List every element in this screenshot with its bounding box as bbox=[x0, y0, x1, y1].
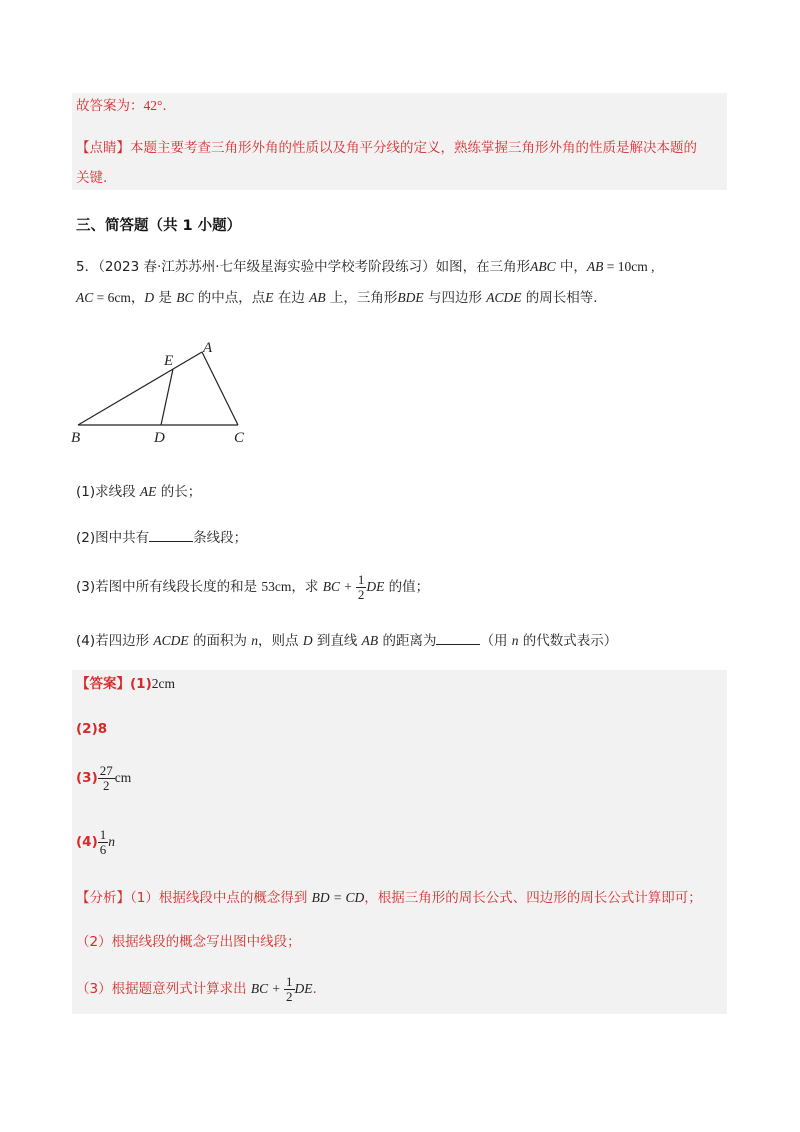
analysis-line-3: （3）根据题意列式计算求出 BC + $\frac{1}{2}$ DE. bbox=[76, 973, 317, 1004]
answer-blank[interactable] bbox=[149, 527, 193, 542]
comment-line-1: 【点睛】本题主要考查三角形外角的性质以及角平分线的定义，熟练掌握三角形外角的性质是解决本题的 bbox=[76, 140, 697, 156]
label-a: A bbox=[203, 340, 213, 356]
label-e: E bbox=[164, 353, 174, 369]
section-title: 三、简答题（共 1 小题） bbox=[76, 218, 242, 234]
answer-value: 42° bbox=[143, 98, 163, 113]
answer-box bbox=[72, 670, 727, 1014]
answer-4: (4) $\frac{1}{6}$ n bbox=[76, 826, 115, 857]
answer-1: 【答案】(1)2cm bbox=[76, 676, 175, 692]
triangle-figure bbox=[60, 330, 270, 450]
label-d: D bbox=[154, 430, 165, 446]
analysis-line-2: （2）根据线段的概念写出图中线段； bbox=[76, 934, 301, 950]
problem-line-2: AC = 6cm，D 是 BC 的中点，点E 在边 AB 上，三角形BDE 与四边形 ACDE 的周长相等. bbox=[76, 290, 598, 306]
answer-3: (3) $\frac{27}{2}$ cm bbox=[76, 762, 132, 793]
problem-line-1: 5．（2023 春·江苏苏州·七年级星海实验中学校考阶段练习）如图，在三角形ABC 中，AB = 10cm , bbox=[76, 259, 655, 275]
analysis-line-1: 【分析】（1）根据线段中点的概念得到 BD = CD，根据三角形的周长公式、四边形的周长公式计算即可； bbox=[76, 890, 702, 906]
question-3: (3)若图中所有线段长度的和是 53cm，求 BC + $\frac{1}{2}$ DE 的值； bbox=[76, 571, 430, 602]
answer-2: (2)8 bbox=[76, 721, 108, 737]
fraction-27-2: $\frac{27}{2}$ bbox=[99, 762, 113, 793]
question-4: (4)若四边形 ACDE 的面积为 n，则点 D 到直线 AB 的距离为 （用 n 的代数式表示） bbox=[76, 630, 617, 651]
segment-ba bbox=[78, 352, 202, 425]
fraction-half: $\frac{1}{2}$ bbox=[357, 571, 365, 602]
fraction-1-6: $\frac{1}{6}$ bbox=[99, 826, 107, 857]
label-c: C bbox=[234, 430, 245, 446]
segment-ac bbox=[202, 352, 238, 425]
question-2: (2)图中共有 条线段； bbox=[76, 527, 247, 548]
label-b: B bbox=[71, 430, 81, 446]
question-1: (1)求线段 AE 的长； bbox=[76, 484, 202, 500]
fraction-half: $\frac{1}{2}$ bbox=[286, 973, 293, 1004]
segment-ed bbox=[161, 369, 173, 425]
comment-line-2: 关键. bbox=[76, 170, 108, 186]
answer-blank[interactable] bbox=[436, 630, 480, 645]
answer-line: 故答案为：42°. bbox=[76, 98, 167, 114]
